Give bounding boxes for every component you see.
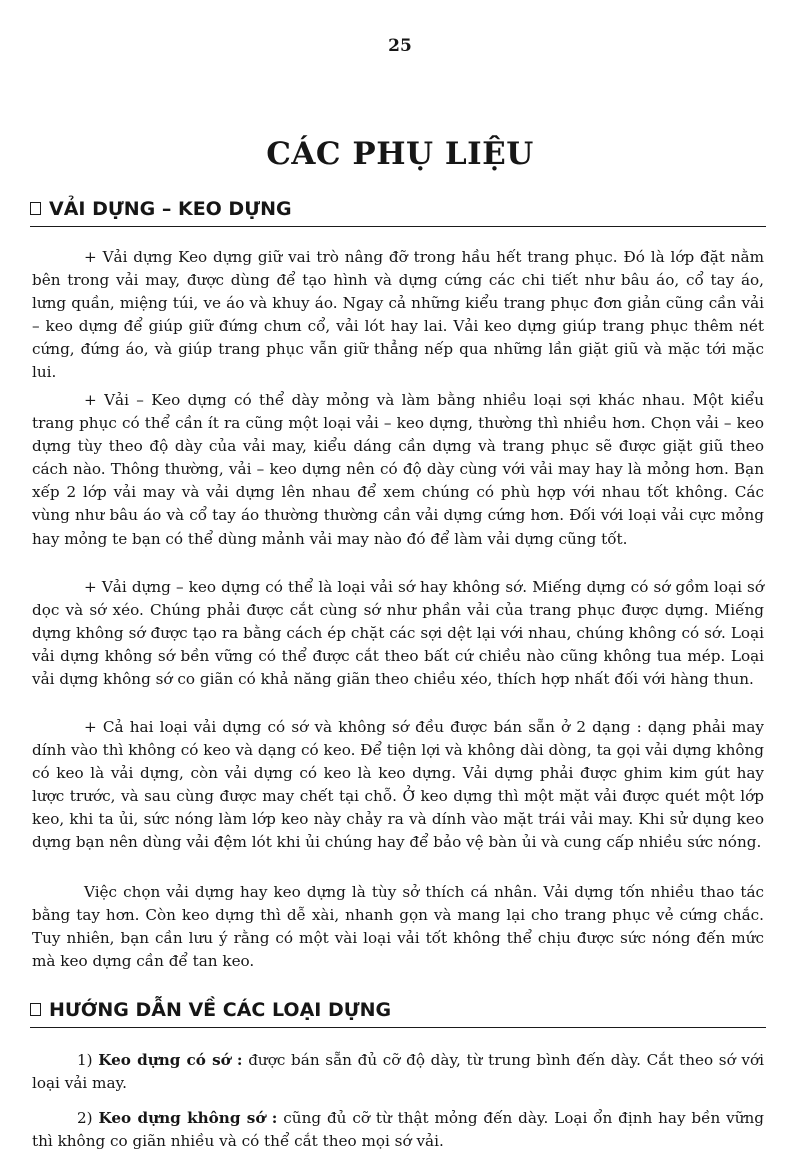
paragraph: + Vải dựng – keo dựng có thể là loại vải sớ hay không sớ. Miếng dựng có sớ gồm loại sớ dọc và sớ xéo. Chúng phải được cắt cùng sớ như phần vải của trang phục được dựng. Miếng dựng không sớ được tạo ra bằng cách ép chặt các sợi dệt lại với nhau, chúng không có sớ. Loại vải dựng không sớ bền vững có thể được cắt theo bất cứ chiều nào cũng không tua mép. Loại vải dựng không sớ co giãn có khả năng giãn theo chiều xéo, thích hợp nhất đối với hàng thun.: [32, 578, 764, 689]
paragraph: + Vải – Keo dựng có thể dày mỏng và làm bằng nhiều loại sợi khác nhau. Một kiểu trang phục có thể cần ít ra cũng một loại vải – keo dựng, thường thì nhiều hơn. Chọn vải – keo dựng tùy theo độ dày của vải may, kiểu dáng cần dựng và trang phục sẽ được giặt giũ theo cách nào. Thông thường, vải – keo dựng nên có độ dày cùng với vải may hay là mỏng hơn. Bạn xếp 2 lớp vải may và vải dựng lên nhau để xem chúng có phù hợp với nhau tốt không. Các vùng như bâu áo và cổ tay áo thường thường cần vải dựng cứng hơn. Đối với loại vải cực mỏng hay mỏng te bạn có thể dùng mảnh vải may nào đó để làm vải dựng cũng tốt.: [32, 391, 764, 548]
list-item: [32, 1049, 764, 1095]
list-item-text: được bán sẵn đủ cỡ độ dày, từ trung bình đến dày. Cắt theo sớ với loại vải may.: [32, 1051, 764, 1093]
list-item-term: Keo dựng không sớ :: [98, 1109, 278, 1127]
paragraph: Việc chọn vải dựng hay keo dựng là tùy sở thích cá nhân. Vải dựng tốn nhiều thao tác bằng tay hơn. Còn keo dựng thì dễ xài, nhanh gọn và mang lại cho trang phục vẻ cứng chắc. Tuy nhiên, bạn cần lưu ý rằng có một vài loại vải tốt không thể chịu được sức nóng đến mức mà keo dựng cần để tan keo.: [32, 883, 764, 971]
checkbox-square-icon: [30, 1003, 41, 1016]
list-item-text: cũng đủ cỡ từ thật mỏng đến dày. Loại ổn định hay bền vững thì không co giãn nhiều và có thể cắt theo mọi sớ vải.: [32, 1109, 765, 1151]
section-heading-text: HƯỚNG DẪN VỀ CÁC LOẠI DỰNG: [49, 999, 392, 1021]
section-heading-text: VẢI DỰNG – KEO DỰNG: [49, 198, 292, 220]
list-item-number: 1): [77, 1051, 93, 1069]
chapter-title: CÁC PHỤ LIỆU: [266, 136, 534, 172]
checkbox-square-icon: [30, 202, 41, 215]
section-heading-interfacing: [30, 196, 766, 222]
paragraph: + Vải dựng Keo dựng giữ vai trò nâng đỡ trong hầu hết trang phục. Đó là lớp đặt nằm bên trong vải may, được dùng để tạo hình và dựng cứng các chi tiết như bâu áo, cổ tay áo, lưng quần, miệng túi, ve áo và khuy áo. Ngay cả những kiểu trang phục đơn giản cũng cần vải – keo dựng để giúp giữ đứng chưn cổ, vải lót hay lai. Vải keo dựng giúp trang phục thêm nét cứng, đứng áo, và giúp trang phục vẫn giữ thẳng nếp qua những lần giặt giũ và mặc tới mặc lui.: [32, 248, 764, 382]
page-number: 25: [388, 36, 412, 56]
section-divider: [30, 226, 766, 227]
section-divider: [30, 1027, 766, 1028]
list-item: [32, 1107, 764, 1153]
list-item-number: 2): [77, 1109, 93, 1127]
paragraph: + Cả hai loại vải dựng có sớ và không sớ đều được bán sẵn ở 2 dạng : dạng phải may dính vào thì không có keo và dạng có keo. Để tiện lợi và không dài dòng, ta gọi vải dựng không có keo là vải dựng, còn vải dựng có keo là keo dựng. Vải dựng phải được ghim kim gút hay lược trước, và sau cùng được may chết tại chỗ. Ở keo dựng thì một mặt vải được quét một lớp keo, khi ta ủi, sức nóng làm lớp keo này chảy ra và dính vào mặt trái vải may. Khi sử dụng keo dựng bạn nên dùng vải đệm lót khi ủi chúng hay để bảo vệ bàn ủi và cung cấp nhiều sức nóng.: [32, 718, 764, 852]
section-heading-types: [30, 997, 766, 1023]
list-item-term: Keo dựng có sớ :: [98, 1051, 243, 1069]
